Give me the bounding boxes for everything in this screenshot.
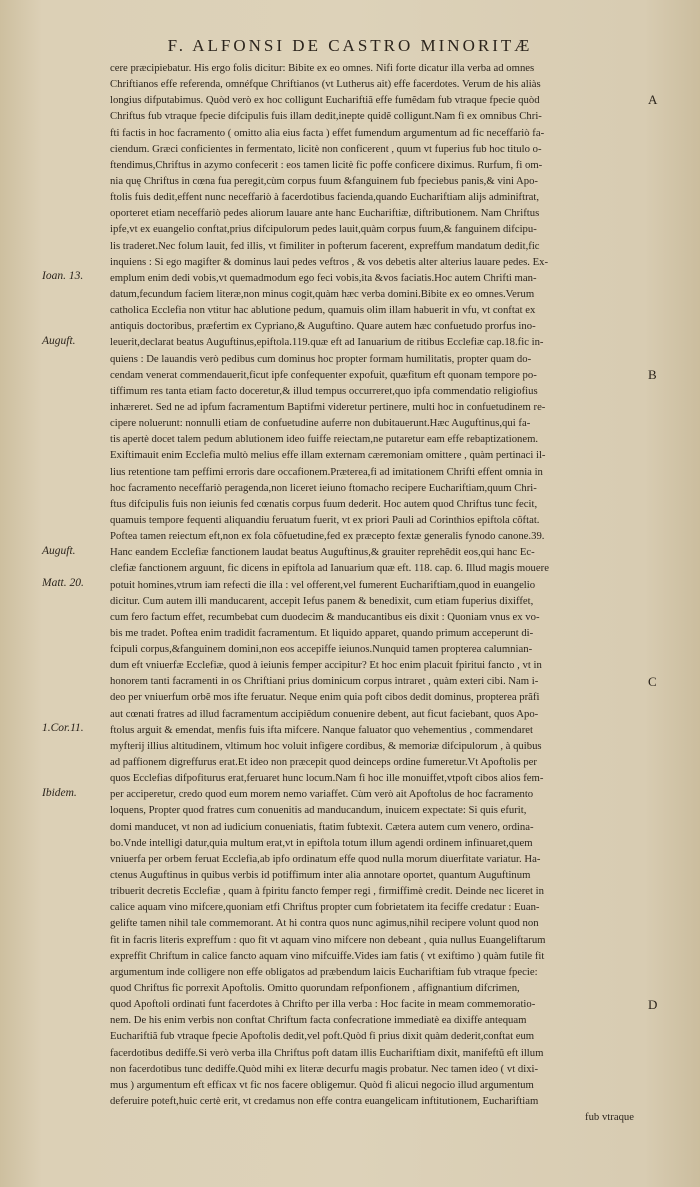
text-line: tiffimum res tanta etiam facto doceretur,& illud tempus occurreret,quo ipfa commendatio religiofius — [110, 384, 538, 397]
text-line: Chriftianos effe referenda, omnéfque Chriftianos (vt Lutherus ait) effe facerdotes. Verum de his aliàs — [110, 78, 541, 91]
section-letter: A — [648, 92, 658, 108]
margin-note: Matt. 20. — [42, 576, 84, 589]
text-line: per acciperetur, credo quod eum morem nemo variaffet. Cùm verò ait Apoftolus de hoc facramento — [110, 788, 534, 801]
text-line: Hanc eandem Ecclefiæ fanctionem laudat beatus Auguftinus,& grauiter reprehẽdit eos,qui hanc Ec- — [110, 546, 535, 559]
text-line: cum fero factum effet, recumbebat cum duodecim & manducantibus eis dixit : Quoniam vnus ex vo- — [110, 610, 540, 623]
text-line: cendam venerat commendauerit,ficut ipfe confequenter expofuit, quæfitum eft quonam tempore po- — [110, 368, 537, 381]
text-line: lis traderet.Nec folum lauit, fed illis, vt fimiliter in pofterum facerent, expreffum mandatum dedit,fic — [110, 239, 540, 252]
margin-note: Auguft. — [42, 334, 76, 347]
section-letter: B — [648, 366, 657, 382]
text-line: vniuerfa per orbem feruat Ecclefia,ab ipfo ordinatum effe quod nulla morum diuerfitate variatur. Ha- — [110, 852, 541, 865]
text-line: ftus difcipulis fuis non ieiunis fed cœnatis corpus fuum dederit. Hoc autem quod Chriftus tunc fecit, — [110, 497, 538, 510]
text-line: quamuis tempore fequenti aliquandiu feruatum fuerit, vt ex priori Pauli ad Corinthios epiftola cõftat. — [110, 513, 540, 526]
text-line: Chriftus fub vtraque fpecie difcipulis fuis illam dedit,inepte quidẽ colligunt.Nam fi ex omnibus Chri- — [110, 110, 542, 123]
text-line: datum,fecundum faciem literæ,non minus cogit,quàm hæc verba domini.Bibite ex eo omnes.Verum — [110, 287, 535, 300]
margin-note: Ibidem. — [42, 786, 77, 799]
text-line: mus ) argumentum eft efficax vt fic nos facere obligemur. Quòd fi alicui negocio illud argumentum — [110, 1078, 534, 1091]
text-line: aut cœnati fratres ad illud facramentum accipiẽdum conuenire debent, aut ficut faciebant, quos Apo- — [110, 707, 539, 720]
running-header — [0, 36, 700, 56]
text-line: ad paffionem digreffurus erat.Et ideo non præcepit quod deinceps ordine fumeretur.Vt Apoftolis per — [110, 756, 537, 769]
running-header-title: F. ALFONSI DE CASTRO MINORITÆ — [167, 36, 533, 55]
text-line: nia quę Chriftus in cœna fua peregit,cùm corpus fuum &fanguinem fub fpeciebus panis,& vini Apo- — [110, 174, 538, 187]
text-line: ftendimus,Chriftus in azymo confecerit : eos tamen licitè fic poffe conficere diximus. Rurfum, fi om- — [110, 158, 543, 171]
text-line: dum eft vniuerfæ Ecclefiæ, quod à ieiunis femper accipitur? Et hoc enim placuit fpiritui fancto , vt in — [110, 659, 542, 672]
text-line: quod Chriftus fic porrexit Apoftolis. Omitto quorundam refponfionem , affignantium difcrimen, — [110, 982, 520, 995]
text-line: argumentum inde colligere non effe obligatos ad præbendum laicis Euchariftiam fub vtraque fpecie: — [110, 965, 538, 978]
text-line: loquens, Propter quod fratres cum conuenitis ad manducandum, inuicem expectate: Si quis efurit, — [110, 804, 527, 817]
section-letter: D — [648, 996, 658, 1012]
text-line: deo per vniuerfum orbẽ mos ifte feruatur. Neque enim quia poft cibos dedit dominus, propterea prãfi — [110, 691, 540, 704]
text-line: ciendum. Græci conficientes in fermentato, licitè non conficerent , quum vt fuperius fub hoc titulo o- — [110, 142, 542, 155]
text-line: calice aquam vino mifcere,quoniam etfi Chriftus propter cum fobrietatem ita feciffe credatur : Euan- — [110, 901, 540, 914]
text-line: domi manducet, vt non ad iudicium conueniatis, ftatim fubtexit. Cætera autem cum venero, ordina- — [110, 820, 534, 833]
text-line: ipfe,vt ex euangelio conftat,prius difcipulorum pedes lauit,quàm corpus fuum,& fanguinem difcipu- — [110, 223, 537, 236]
text-line: non facerdotibus tunc dediffe.Quòd mihi ex literæ decurfu magis probatur. Nec tamen ideo ( vt dixi- — [110, 1062, 539, 1075]
text-line: fti factis in hoc facramento ( omitto alia eius facta ) effet fumendum argumentum ad fic neceffariò fa- — [110, 126, 545, 139]
text-line: clefiæ fanctionem arguunt, fic dicens in epiftola ad Ianuarium quæ eft. 118. cap. 6. Illud magis mouere — [110, 562, 549, 575]
text-line: catholica Ecclefia non vtitur hac ablutione pedum, quamuis olim illam habuerit in vfu, vt conftat ex — [110, 304, 536, 317]
text-line: Poftea tamen reiectum eft,non ex fola cõfuetudine,fed ex præcepto fextæ generalis fynodo canone.39. — [110, 530, 545, 543]
text-line: bis me tradet. Poftea enim tradidit facramentum. Et liquido apparet, quando primum acceperunt di- — [110, 626, 534, 639]
text-line: tribuerit decretis Ecclefiæ , quam à fpiritu fancto femper regi , firmiffimè credit. Deinde nec liceret in — [110, 885, 544, 898]
text-line: quos Ecclefias difpofiturus erat,feruaret hunc locum.Nam fi hoc ille monuiffet,vtpoft cibos alios fem- — [110, 772, 544, 785]
text-line: honorem tanti facramenti in os Chriftiani prius dominicum corpus intraret , quàm exteri cibi. Nam i- — [110, 675, 539, 688]
main-text-column — [110, 60, 634, 1125]
text-line: Exiftimauit enim Ecclefia multò melius effe illam externam cæremoniam omittere , quàm pertinaci il- — [110, 449, 546, 462]
text-line: quiens : De lauandis verò pedibus cum dominus hoc propter formam humilitatis, propter quam do- — [110, 352, 532, 365]
text-line: fcipuli corpus,&fanguinem domini,non eos accepiffe ieiunos.Nunquid tamen propterea calumnian- — [110, 643, 533, 656]
section-letter: C — [648, 673, 657, 689]
text-line: cere præcipiebatur. His ergo folis dicitur: Bibite ex eo omnes. Nifi forte dicatur illa verba ad omnes — [110, 62, 535, 74]
text-line: inhæreret. Sed ne ad ipfum facramentum Baptifmi videretur pertinere, multi hoc in confuetudinem re- — [110, 400, 546, 413]
text-line: facerdotibus dediffe.Si verò verba illa Chriftus poft datam illis Euchariftiam dixit, manifeftũ eft illum — [110, 1046, 544, 1059]
margin-note: Auguft. — [42, 544, 76, 557]
margin-note: 1.Cor.11. — [42, 722, 84, 735]
text-line: ftolus arguit & emendat, menfis fuis ifta mifcere. Nanque faluator quo vehementius , commendaret — [110, 723, 534, 736]
text-line: bo.Vnde intelligi datur,quia multum erat,vt in epiftola totum illum agendi ordinem infinuaret,quem — [110, 836, 533, 849]
text-line: potuit homines,vtrum iam refecti die illa : vel offerent,vel fumerent Euchariftiam,quod in euangelio — [110, 578, 536, 591]
text-line: antiquis doctoribus, præfertim ex Cypriano,& Auguftino. Quare autem hæc confuetudo prorfus ino- — [110, 320, 536, 333]
text-line: quod Apoftoli ordinati funt facerdotes à Chrifto per illa verba : Hoc facite in meam commemoratio- — [110, 998, 536, 1011]
text-line: leuerit,declarat beatus Auguftinus,epiftola.119.quæ eft ad Ianuarium de ritibus Ecclefiæ cap.18.fic in- — [110, 336, 544, 349]
margin-note: Ioan. 13. — [42, 269, 84, 282]
text-line: ctenus Auguftinus in quibus verbis id potiffimum inter alia annotare oportet, quantum Auguftinum — [110, 869, 531, 882]
text-line: fub vtraque — [585, 1111, 634, 1124]
text-line: emplum enim dedi vobis,vt quemadmodum ego feci vobis,ita &vos faciatis.Hoc autem Chrifti man- — [110, 271, 537, 284]
text-line: fit in facris literis expreffum : quo fit vt aquam vino mifcere non debeant , quia nullus Euangeliftarum — [110, 933, 546, 946]
text-line: expreffit Chriftum in calice fancto aquam vino mifcuiffe.Vides iam fatis ( vt exiftimo ) quàm futile fit — [110, 949, 545, 962]
text-line: gelifte tamen nihil tale commemorant. At hi contra quos nunc agimus,nihil recipere volunt quod non — [110, 917, 539, 930]
text-line: inquiens : Si ego magifter & dominus laui pedes veftros , & vos debetis alter alterius lauare pedes. Ex- — [110, 255, 549, 268]
text-line: myfterij illius altitudinem, vltimum hoc voluit infigere cordibus, & memoriæ difcipulorum , à quibus — [110, 739, 542, 752]
text-line: dicitur. Cum autem illi manducarent, accepit Iefus panem & benedixit, cum etiam fuperius dixiffet, — [110, 594, 534, 607]
text-line: nem. De his enim verbis non conftat Chriftum facta confecratione immediatè ea dixiffe antequam — [110, 1014, 527, 1027]
text-line: lius retentione tam peffimi erroris dare occafionem.Præterea,fi ad imitationem Chrifti effent omnia in — [110, 465, 543, 478]
text-line: oporteret etiam neceffariò pedes aliorum lauare ante hanc Euchariftiæ, diftributionem. Nam Chriftus — [110, 207, 540, 220]
text-line: tis apertè docet talem pedum ablutionem ideo fuiffe reiectam,ne putaretur eam effe rebaptizationem. — [110, 433, 539, 446]
text-line: longius difputabimus. Quòd verò ex hoc colligunt Euchariftiã effe fumẽdam fub vtraque fpecie quòd — [110, 94, 540, 107]
text-line: hoc facramento neceffariò peragenda,non liceret ieiuno ftomacho recipere Euchariftiam,quum Chri- — [110, 481, 537, 494]
text-line: deferuire poteft,huic certè erit, vt credamus non effe contra euangelicam inftitutionem, Euchariftiam — [110, 1095, 539, 1107]
text-line: Euchariftiã fub vtraque fpecie Apoftolis dedit,vel poft.Quòd fi prius dixit quàm dederit,conftat eum — [110, 1030, 535, 1043]
text-line: cipere noluerunt: nonnulli etiam de confuetudine auferre non dubitauerunt.Hæc Auguftinus,qui fa- — [110, 417, 531, 430]
text-line: ftolis fuis dedit,effent nunc neceffariò à facerdotibus facienda,quando Euchariftiam alijs adminiftrat, — [110, 191, 540, 204]
